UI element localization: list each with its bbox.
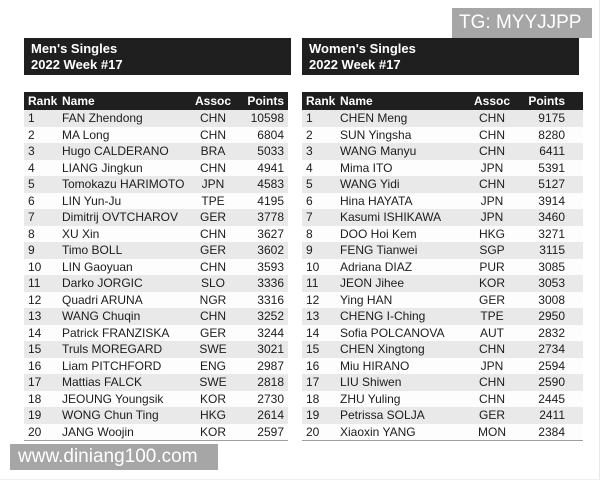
name-cell: LIN Gaoyuan bbox=[62, 259, 133, 274]
points-cell: 6804 bbox=[257, 127, 284, 142]
rank-cell: 10 bbox=[306, 259, 320, 274]
rank-cell: 1 bbox=[28, 111, 35, 125]
points-cell: 2597 bbox=[257, 424, 284, 439]
points-cell: 9175 bbox=[538, 111, 565, 125]
name-cell: WONG Chun Ting bbox=[62, 408, 159, 422]
assoc-cell: JPN bbox=[480, 160, 504, 175]
points-cell: 3778 bbox=[257, 210, 284, 224]
name-cell: DOO Hoi Kem bbox=[340, 226, 417, 241]
table-row bbox=[302, 391, 583, 408]
table-row bbox=[302, 209, 583, 226]
points-cell: 3460 bbox=[538, 210, 565, 224]
assoc-cell: CHN bbox=[479, 391, 505, 406]
table-row bbox=[302, 110, 583, 127]
rank-cell: 8 bbox=[28, 226, 35, 241]
table-row bbox=[302, 226, 583, 243]
points-cell: 10598 bbox=[250, 111, 284, 125]
assoc-cell: BRA bbox=[200, 144, 226, 158]
assoc-cell: TPE bbox=[201, 193, 225, 208]
table-row bbox=[302, 374, 583, 391]
points-cell: 3244 bbox=[257, 325, 284, 340]
name-cell: Ying HAN bbox=[340, 292, 393, 307]
name-cell: Hina HAYATA bbox=[340, 193, 413, 208]
name-cell: Mattias FALCK bbox=[62, 375, 143, 389]
rank-cell: 19 bbox=[28, 408, 42, 422]
mens-singles-title bbox=[24, 38, 291, 75]
name-cell: ZHU Yuling bbox=[340, 391, 401, 406]
points-cell: 6411 bbox=[539, 144, 565, 158]
title-line1: Men's Singles bbox=[31, 41, 118, 56]
assoc-cell: KOR bbox=[478, 276, 505, 290]
points-cell: 3252 bbox=[257, 309, 284, 323]
name-cell: Timo BOLL bbox=[62, 243, 123, 257]
rank-cell: 17 bbox=[306, 375, 320, 389]
title-line2: 2022 Week #17 bbox=[309, 57, 401, 72]
table-row bbox=[24, 242, 288, 259]
name-cell: Adriana DIAZ bbox=[340, 259, 413, 274]
rank-cell: 10 bbox=[28, 259, 42, 274]
points-cell: 2950 bbox=[538, 309, 565, 323]
rank-cell: 1 bbox=[306, 111, 313, 125]
rank-cell: 7 bbox=[28, 210, 35, 224]
name-cell: Dimitrij OVTCHAROV bbox=[62, 210, 178, 224]
assoc-cell: CHN bbox=[200, 160, 226, 175]
table-row bbox=[24, 110, 288, 127]
rank-cell: 11 bbox=[306, 276, 319, 290]
rank-cell: 19 bbox=[306, 408, 320, 422]
table-row bbox=[24, 143, 288, 160]
points-cell: 3593 bbox=[257, 259, 284, 274]
points-cell: 8280 bbox=[538, 127, 565, 142]
table-row bbox=[24, 176, 288, 193]
table-row bbox=[24, 341, 288, 358]
assoc-cell: HKG bbox=[199, 408, 226, 422]
points-cell: 3115 bbox=[539, 243, 565, 257]
name-cell: Quadri ARUNA bbox=[62, 292, 143, 307]
name-cell: LIU Shiwen bbox=[340, 375, 402, 389]
assoc-cell: SWE bbox=[199, 342, 227, 356]
rank-cell: 5 bbox=[28, 177, 35, 191]
points-cell: 2384 bbox=[538, 424, 565, 439]
assoc-cell: JPN bbox=[201, 177, 225, 191]
table-row bbox=[24, 226, 288, 243]
assoc-cell: CHN bbox=[200, 226, 226, 241]
assoc-cell: ENG bbox=[199, 358, 226, 373]
name-cell: JEOUNG Youngsik bbox=[62, 391, 164, 406]
rank-cell: 4 bbox=[28, 160, 35, 175]
assoc-cell: JPN bbox=[480, 358, 504, 373]
table-row bbox=[302, 325, 583, 342]
name-cell: Truls MOREGARD bbox=[62, 342, 163, 356]
points-cell: 3021 bbox=[257, 342, 284, 356]
name-cell: Xiaoxin YANG bbox=[340, 424, 416, 439]
header-cell-assoc: Assoc bbox=[473, 94, 511, 108]
rank-cell: 16 bbox=[28, 358, 42, 373]
table-row bbox=[24, 374, 288, 391]
rank-cell: 3 bbox=[306, 144, 313, 158]
assoc-cell: CHN bbox=[479, 375, 505, 389]
table-body bbox=[302, 110, 583, 440]
points-cell: 2590 bbox=[538, 375, 565, 389]
header-cell-points: Points bbox=[247, 94, 284, 108]
table-row bbox=[302, 259, 583, 276]
table-row bbox=[302, 275, 583, 292]
rank-cell: 17 bbox=[28, 375, 42, 389]
header-cell-rank: Rank bbox=[306, 94, 336, 108]
rank-cell: 14 bbox=[306, 325, 320, 340]
rank-cell: 15 bbox=[306, 342, 320, 356]
table-row bbox=[302, 143, 583, 160]
assoc-cell: SGP bbox=[479, 243, 505, 257]
table-body bbox=[24, 110, 288, 440]
name-cell: Mima ITO bbox=[340, 160, 393, 175]
name-cell: SUN Yingsha bbox=[340, 127, 412, 142]
table-row bbox=[302, 160, 583, 177]
rank-cell: 8 bbox=[306, 226, 313, 241]
points-cell: 2730 bbox=[257, 391, 284, 406]
assoc-cell: GER bbox=[478, 408, 505, 422]
rank-cell: 9 bbox=[306, 243, 313, 257]
name-cell: Hugo CALDERANO bbox=[62, 144, 169, 158]
table-row bbox=[24, 407, 288, 424]
points-cell: 2734 bbox=[538, 342, 565, 356]
assoc-cell: HKG bbox=[478, 226, 505, 241]
table-row bbox=[24, 424, 288, 441]
rank-cell: 20 bbox=[28, 424, 42, 439]
name-cell: CHEN Xingtong bbox=[340, 342, 425, 356]
assoc-cell: AUT bbox=[480, 325, 504, 340]
name-cell: Kasumi ISHIKAWA bbox=[340, 210, 442, 224]
assoc-cell: JPN bbox=[480, 210, 504, 224]
assoc-cell: CHN bbox=[479, 342, 505, 356]
points-cell: 3602 bbox=[257, 243, 284, 257]
assoc-cell: KOR bbox=[199, 391, 226, 406]
table-row bbox=[24, 193, 288, 210]
name-cell: JANG Woojin bbox=[62, 424, 134, 439]
assoc-cell: CHN bbox=[200, 309, 226, 323]
points-cell: 2614 bbox=[257, 408, 284, 422]
table-row bbox=[302, 407, 583, 424]
points-cell: 3336 bbox=[257, 276, 284, 290]
rank-cell: 9 bbox=[28, 243, 35, 257]
rank-cell: 3 bbox=[28, 144, 35, 158]
header-cell-name: Name bbox=[62, 94, 95, 108]
points-cell: 3053 bbox=[538, 276, 565, 290]
header-cell-name: Name bbox=[340, 94, 373, 108]
table-row bbox=[24, 160, 288, 177]
assoc-cell: CHN bbox=[200, 111, 226, 125]
rank-cell: 20 bbox=[306, 424, 320, 439]
points-cell: 2445 bbox=[538, 391, 565, 406]
table-row bbox=[302, 308, 583, 325]
rank-cell: 5 bbox=[306, 177, 313, 191]
rank-cell: 12 bbox=[306, 292, 320, 307]
header-cell-points: Points bbox=[528, 94, 565, 108]
points-cell: 5391 bbox=[538, 160, 565, 175]
assoc-cell: SWE bbox=[199, 375, 227, 389]
header-cell-assoc: Assoc bbox=[194, 94, 232, 108]
title-line1: Women's Singles bbox=[309, 41, 416, 56]
assoc-cell: GER bbox=[199, 243, 226, 257]
assoc-cell: GER bbox=[199, 210, 226, 224]
assoc-cell: PUR bbox=[479, 259, 505, 274]
assoc-cell: CHN bbox=[479, 177, 505, 191]
rank-cell: 16 bbox=[306, 358, 320, 373]
name-cell: XU Xin bbox=[62, 226, 100, 241]
title-line2: 2022 Week #17 bbox=[31, 57, 123, 72]
rank-cell: 18 bbox=[28, 391, 42, 406]
table-row bbox=[302, 358, 583, 375]
assoc-cell: GER bbox=[199, 325, 226, 340]
rank-cell: 6 bbox=[306, 193, 313, 208]
watermark-telegram: TG: MYYJJPP bbox=[452, 8, 592, 38]
header-cell-rank: Rank bbox=[28, 94, 58, 108]
name-cell: Patrick FRANZISKA bbox=[62, 325, 170, 340]
rank-cell: 11 bbox=[28, 276, 41, 290]
points-cell: 3914 bbox=[538, 193, 565, 208]
rank-cell: 13 bbox=[28, 309, 42, 323]
rank-cell: 18 bbox=[306, 391, 320, 406]
assoc-cell: CHN bbox=[479, 144, 505, 158]
points-cell: 2818 bbox=[257, 375, 284, 389]
table-row bbox=[24, 209, 288, 226]
table-row bbox=[24, 292, 288, 309]
name-cell: FAN Zhendong bbox=[62, 111, 143, 125]
table-row bbox=[302, 176, 583, 193]
assoc-cell: TPE bbox=[480, 309, 504, 323]
table-row bbox=[302, 341, 583, 358]
points-cell: 5127 bbox=[538, 177, 565, 191]
table-row bbox=[302, 193, 583, 210]
assoc-cell: SLO bbox=[200, 276, 225, 290]
name-cell: Tomokazu HARIMOTO bbox=[62, 177, 184, 191]
table-header-row bbox=[302, 92, 583, 110]
table-row bbox=[302, 127, 583, 144]
name-cell: Sofia POLCANOVA bbox=[340, 325, 445, 340]
points-cell: 5033 bbox=[257, 144, 284, 158]
watermark-website: www.diniang100.com bbox=[10, 444, 218, 470]
rank-cell: 12 bbox=[28, 292, 42, 307]
name-cell: LIN Yun-Ju bbox=[62, 193, 122, 208]
points-cell: 2987 bbox=[257, 358, 284, 373]
points-cell: 3271 bbox=[538, 226, 565, 241]
points-cell: 3627 bbox=[257, 226, 284, 241]
name-cell: WANG Manyu bbox=[340, 144, 417, 158]
rank-cell: 14 bbox=[28, 325, 42, 340]
rank-cell: 15 bbox=[28, 342, 42, 356]
points-cell: 4583 bbox=[257, 177, 284, 191]
points-cell: 2411 bbox=[539, 408, 565, 422]
table-header-row bbox=[24, 92, 288, 110]
womens-singles-panel bbox=[302, 38, 583, 439]
name-cell: WANG Yidi bbox=[340, 177, 400, 191]
points-cell: 3008 bbox=[538, 292, 565, 307]
womens-singles-title bbox=[302, 38, 579, 75]
points-cell: 2594 bbox=[538, 358, 565, 373]
assoc-cell: JPN bbox=[480, 193, 504, 208]
table-row bbox=[24, 391, 288, 408]
points-cell: 3316 bbox=[257, 292, 284, 307]
table-row bbox=[24, 325, 288, 342]
table-row bbox=[24, 259, 288, 276]
assoc-cell: MON bbox=[478, 424, 506, 439]
assoc-cell: CHN bbox=[200, 259, 226, 274]
name-cell: CHEN Meng bbox=[340, 111, 408, 125]
assoc-cell: GER bbox=[478, 292, 505, 307]
name-cell: Petrissa SOLJA bbox=[340, 408, 425, 422]
name-cell: CHENG I-Ching bbox=[340, 309, 426, 323]
name-cell: FENG Tianwei bbox=[340, 243, 418, 257]
assoc-cell: CHN bbox=[479, 127, 505, 142]
table-row bbox=[302, 292, 583, 309]
mens-ranking-table bbox=[24, 92, 288, 441]
assoc-cell: CHN bbox=[479, 111, 505, 125]
assoc-cell: NGR bbox=[199, 292, 227, 307]
table-row bbox=[24, 127, 288, 144]
rank-cell: 2 bbox=[306, 127, 313, 142]
points-cell: 4941 bbox=[257, 160, 284, 175]
rank-cell: 6 bbox=[28, 193, 35, 208]
table-row bbox=[302, 424, 583, 441]
assoc-cell: CHN bbox=[200, 127, 226, 142]
name-cell: MA Long bbox=[62, 127, 110, 142]
name-cell: Darko JORGIC bbox=[62, 276, 143, 290]
table-row bbox=[24, 275, 288, 292]
table-row bbox=[302, 242, 583, 259]
points-cell: 3085 bbox=[538, 259, 565, 274]
name-cell: Miu HIRANO bbox=[340, 358, 410, 373]
name-cell: WANG Chuqin bbox=[62, 309, 141, 323]
table-row bbox=[24, 358, 288, 375]
points-cell: 2832 bbox=[538, 325, 565, 340]
table-row bbox=[24, 308, 288, 325]
name-cell: JEON Jihee bbox=[340, 276, 405, 290]
rank-cell: 4 bbox=[306, 160, 313, 175]
rank-cell: 13 bbox=[306, 309, 320, 323]
mens-singles-panel bbox=[24, 38, 288, 439]
womens-ranking-table bbox=[302, 92, 583, 441]
points-cell: 4195 bbox=[257, 193, 284, 208]
assoc-cell: KOR bbox=[199, 424, 226, 439]
name-cell: Liam PITCHFORD bbox=[62, 358, 162, 373]
name-cell: LIANG Jingkun bbox=[62, 160, 143, 175]
rank-cell: 2 bbox=[28, 127, 35, 142]
rank-cell: 7 bbox=[306, 210, 313, 224]
